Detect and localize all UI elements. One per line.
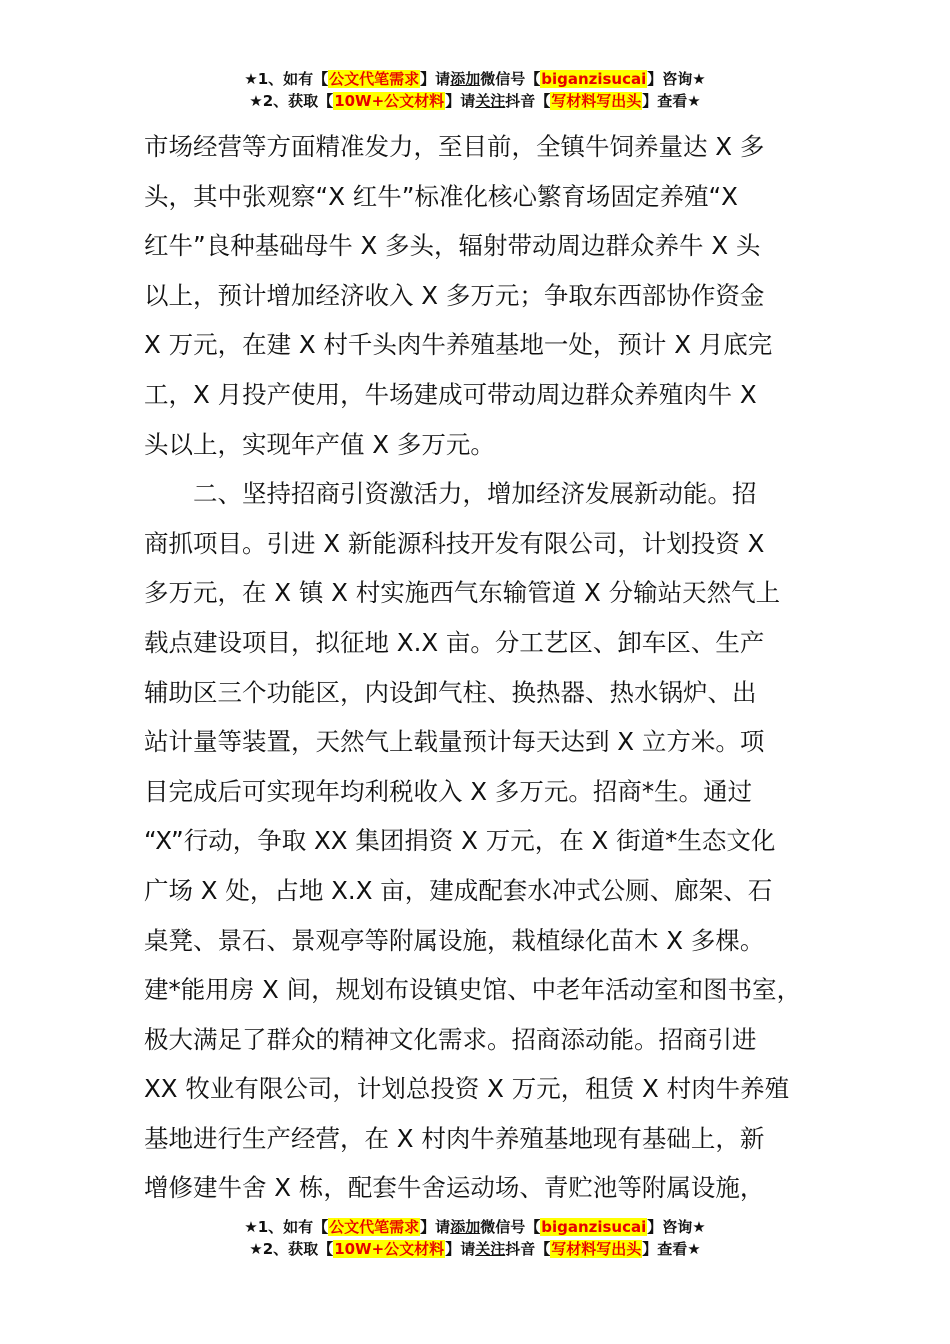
banner-highlight: 公文代笔需求 [329,70,420,88]
body-line: 目完成后可实现年均利税收入 X 多万元。招商*生。通过 [144,776,753,806]
header-banner-line-1 [0,68,950,90]
body-line: 以上，预计增加经济收入 X 多万元；争取东西部协作资金 [144,280,765,310]
body-line: “X”行动，争取 XX 集团捐资 X 万元，在 X 街道*生态文化 [144,826,776,856]
header-banner [0,68,950,112]
banner-highlight: biganzisucai [541,1218,647,1236]
body-line: 载点建设项目，拟征地 X.X 亩。分工艺区、卸车区、生产 [144,627,765,657]
body-line: 桌凳、景石、景观亭等附属设施，栽植绿化苗木 X 多棵。 [144,925,765,955]
banner-emphasis: 添加 [450,70,481,88]
body-line: 极大满足了群众的精神文化需求。招商添动能。招商引进 [144,1024,757,1054]
body-line: 市场经营等方面精准发力，至目前，全镇牛饲养量达 X 多 [144,132,765,161]
body-line: X 万元，在建 X 村千头肉牛养殖基地一处，预计 X 月底完 [144,330,773,360]
banner-text: 】咨询★ [647,1218,706,1236]
banner-text: 】请 [420,1218,451,1236]
banner-text: 抖音【 [505,92,551,110]
banner-text: 】咨询★ [647,70,706,88]
body-line: 头，其中张观察“X 红牛”标准化核心繁育场固定养殖“X [144,181,738,211]
banner-text: 】请 [445,92,476,110]
banner-highlight: 公文代笔需求 [329,1218,420,1236]
banner-text: ★1、如有【 [244,1218,329,1236]
body-line: 建*能用房 X 间，规划布设镇史馆、中老年活动室和图书室， [144,975,802,1005]
banner-highlight: 写材料写出头 [551,92,642,110]
body-line: 广场 X 处，占地 X.X 亩，建成配套水冲式公厕、廊架、石 [144,875,773,905]
banner-highlight: biganzisucai [541,70,647,88]
body-line: 红牛”良种基础母牛 X 多头，辐射带动周边群众养牛 X 头 [144,231,761,261]
body-line: 辅助区三个功能区，内设卸气柱、换热器、热水锅炉、出 [144,677,757,707]
body-line: 站计量等装置，天然气上载量预计每天达到 X 立方米。项 [144,727,765,757]
banner-text: 】查看★ [642,1240,701,1258]
body-line: 商抓项目。引进 X 新能源科技开发有限公司，计划投资 X [144,528,765,558]
banner-text: 微信号【 [480,1218,541,1236]
banner-text: ★2、获取【 [249,92,334,110]
body-line: 头以上，实现年产值 X 多万元。 [144,429,495,459]
banner-highlight: 10W+公文材料 [334,1240,445,1258]
body-line: 多万元，在 X 镇 X 村实施西气东输管道 X 分输站天然气上 [144,578,781,608]
banner-highlight: 写材料写出头 [551,1240,642,1258]
banner-text: 】查看★ [642,92,701,110]
footer-banner-line-2 [0,1238,950,1260]
banner-emphasis: 关注 [475,92,506,110]
body-line: 工，X 月投产使用，牛场建成可带动周边群众养殖肉牛 X [144,379,757,409]
banner-text: 微信号【 [480,70,541,88]
banner-emphasis: 添加 [450,1218,481,1236]
banner-text: 】请 [420,70,451,88]
banner-text: 】请 [445,1240,476,1258]
body-line: 基地进行生产经营，在 X 村肉牛养殖基地现有基础上，新 [144,1123,765,1153]
document-body [144,122,824,1213]
banner-text: 抖音【 [505,1240,551,1258]
header-banner-line-2 [0,90,950,112]
footer-banner [0,1216,950,1260]
body-line: XX 牧业有限公司，计划总投资 X 万元，租赁 X 村肉牛养殖 [144,1074,790,1104]
banner-text: ★1、如有【 [244,70,329,88]
banner-emphasis: 关注 [475,1240,506,1258]
footer-banner-line-1 [0,1216,950,1238]
body-line: 二、坚持招商引资激活力，增加经济发展新动能。招 [144,479,757,509]
banner-highlight: 10W+公文材料 [334,92,445,110]
body-line: 增修建牛舍 X 栋，配套牛舍运动场、青贮池等附属设施， [144,1173,765,1203]
banner-text: ★2、获取【 [249,1240,334,1258]
